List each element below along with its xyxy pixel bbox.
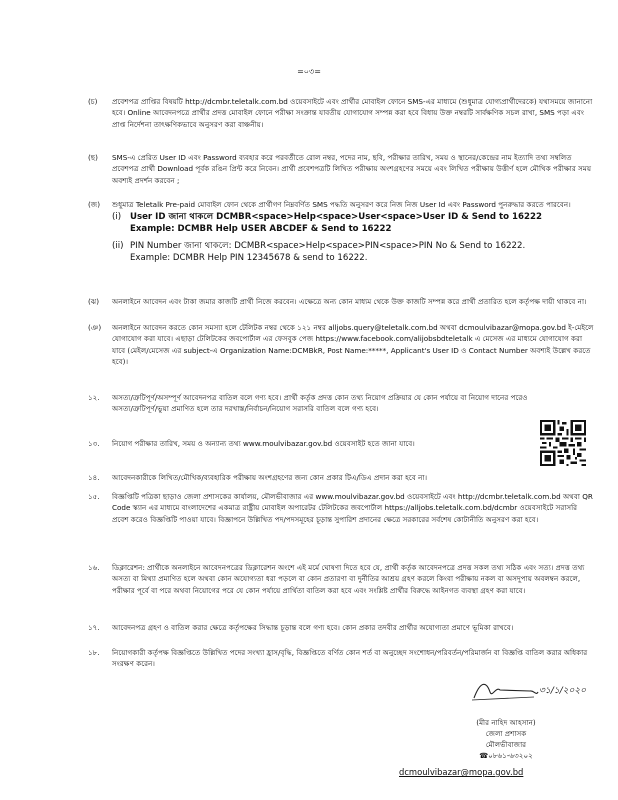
item-marker: ১৩. — [88, 439, 100, 448]
item-14 — [88, 472, 594, 483]
item-text: বিজ্ঞপ্তিটি পত্রিকা ছাড়াও জেলা প্রশাসকের কার্যালয়, মৌলভীবাজার এর www.moulvibazar.gov.bd ওয়েবসাইটে এবং http://dcmbr.teletalk.com.bd অথবা QR Code স্ক্যান এর মাধ্যমে বাংলাদেশের একমাত্র রাষ্ট্রীয় মোবাইল অপারেটর টেলিটকের জবপোর্টাল https://alljobs.teletalk.com.bd/dcmbr ওয়েবসাইটে সরাসরি প্রবেশ করেও বিজ্ঞপ্তিটি পাওয়া যাবে। বিজ্ঞাপনে উল্লিখিত পদ/পদসমূহের চূড়ান্ত সুপারিশ প্রদানের ক্ষেত্রে সরকারের সর্বশেষ কোটানীতি অনুসরণ করা হবে। — [112, 492, 593, 524]
item-text: অনলাইনে আবেদন করতে কোন সমস্যা হলে টেলিটক নম্বর থেকে ১২১ নম্বর alljobs.query@teletalk.com.bd অথবা dcmoulvibazar@mopa.gov.bd ই-মেইলে যোগাযোগ করা যাবে। এছাড়া টেলিটকের জবপোর্টাল এর ফেসবুক পেজ https://www.facebook.com/alijobsbdteletalk এ মেসেজ এর মাধ্যমে যোগাযোগ করা যাবে (মেইল/মেসেজ এর subject-এ Organization Name:DCMBkR, Post Name:*****, Applicant's User ID ও Contact Number অবশ্যই উল্লেখ করতে হবে)। — [112, 323, 594, 366]
sms-instruction-user-id — [112, 212, 594, 235]
signatory-designation: জেলা প্রশাসক — [485, 729, 527, 738]
item-text: আবেদনপত্র গ্রহণ ও বাতিল করার ক্ষেত্রে কর্তৃপক্ষের সিদ্ধান্ত চূড়ান্ত বলে গণ্য হবে। কোন প্রকার তদবীর প্রার্থীর অযোগ্যতা প্রমাণে ভূমিকা রাখবে। — [112, 623, 514, 632]
item-chha — [88, 152, 594, 186]
item-18 — [88, 647, 594, 670]
item-marker: ১২. — [88, 393, 100, 402]
item-marker: ১৮. — [88, 648, 100, 657]
item-marker: (জ) — [88, 200, 101, 209]
signatory-name: (মীর নাহিদ আহসান) — [476, 718, 536, 727]
item-15 — [88, 491, 594, 525]
sub-marker: (i) — [112, 212, 122, 223]
item-text: অসত্য/ত্রুটিপূর্ণ/অসম্পূর্ণ আবেদনপত্র বাতিল বলে গণ্য হবে। প্রার্থী কর্তৃক প্রদত্ত কোন তথ্য নিয়োগ প্রক্রিয়ার যে কোন পর্যায়ে বা নিয়োগ দানের পরেও অসত্য/ত্রুটিপূর্ণ/ভুয়া প্রমাণিত হলে তার দরখাস্ত/নির্বাচন/নিয়োগ সরাসরি বাতিল বলে গণ্য হবে। — [112, 393, 528, 414]
sub-marker: (ii) — [112, 241, 124, 252]
item-ja — [88, 199, 594, 264]
page-number: =০৩= — [297, 67, 321, 76]
item-marker: (ছ) — [88, 153, 98, 162]
item-marker: ১৫. — [88, 492, 100, 501]
item-marker: ১৭. — [88, 623, 100, 632]
item-text: নিয়োগকারী কর্তৃপক্ষ বিজ্ঞপ্তিতে উল্লিখিত পদের সংখ্যা হ্রাস/বৃদ্ধি, বিজ্ঞপ্তিতে বর্ণিত কোন শর্ত বা অনুচ্ছেদ সংশোধন/পরিবর্তন/পরিমার্জন বা বিজ্ঞপ্তি বাতিল করার অধিকার সংরক্ষণ করেন। — [112, 648, 588, 669]
item-marker: (ঞ) — [88, 323, 102, 332]
item-marker: ১৪. — [88, 473, 100, 482]
item-text: ডিক্লারেশন: প্রার্থীকে অনলাইনে আবেদনপত্রের ডিক্লারেশন অংশে এই মর্মে ঘোষণা দিতে হবে যে, প্রার্থী কর্তৃক আবেদনপত্রে প্রদত্ত সকল তথ্য সঠিক এবং সত্য। প্রদত্ত তথ্য অসত্য বা মিথ্যা প্রমাণিত হলে অথবা কোন অযোগ্যতা ধরা পড়লে বা কোন প্রতারণা বা দুর্নীতির আশ্রয় গ্রহণ করলে কিংবা পরীক্ষায় নকল বা অসদুপায় অবলম্বন করলে, পরীক্ষার পূর্বে বা পরে অথবা নিয়োগের পরে যে কোন পর্যায়ে প্রার্থিতা বাতিল করা হবে এবং সংশ্লিষ্ট প্রার্থীর বিরুদ্ধে আইনগত ব্যবস্থা গ্রহণ করা যাবে। — [112, 563, 585, 595]
sms-instruction-pin — [112, 241, 594, 264]
item-nya — [88, 322, 594, 367]
signatory-email[interactable]: dcmoulvibazar@mopa.gov.bd — [399, 767, 524, 777]
qr-code-icon[interactable] — [540, 420, 586, 466]
sms-format: User ID জানা থাকলে DCMBR<space>Help<space>User<space>User ID & Send to 16222 — [130, 212, 542, 223]
item-text: অনলাইনে আবেদন এবং টাকা জমার কাজটি প্রার্থী নিজে করবেন। এক্ষেত্রে অন্য কোন মাধ্যম থেকে উক্ত কাজটি সম্পন্ন করে প্রার্থী প্রতারিত হলে কর্তৃপক্ষ দায়ী থাকবে না। — [112, 297, 587, 306]
signatory-office: মৌলভীবাজার — [485, 740, 527, 749]
sms-example: Example: DCMBR Help USER ABCDEF & Send to 16222 — [130, 223, 392, 234]
item-marker: ১৬. — [88, 563, 100, 572]
item-12 — [88, 392, 532, 415]
item-marker: (ঝ) — [88, 297, 100, 306]
item-16 — [88, 562, 594, 596]
signatory-phone: ☎০৮৬১-৬৩২০২ — [479, 751, 533, 760]
item-jha — [88, 296, 594, 307]
sms-format: PIN Number জানা থাকলে: DCMBR<space>Help<space>PIN<space>PIN No & Send to 16222. — [130, 241, 526, 252]
item-cha — [88, 96, 594, 130]
item-text: প্রবেশপত্র প্রাপ্তির বিষয়টি http://dcmbr.teletalk.com.bd ওয়েবসাইটে এবং প্রার্থীর মোবাইল ফোনে SMS-এর মাধ্যমে (শুধুমাত্র যোগ্যপ্রার্থীদেরকে) যথাসময়ে জানানো হবে। Online আবেদনপত্রে প্রার্থীর প্রদত্ত মোবাইল ফোনে পরীক্ষা সংক্রান্ত যাবতীয় যোগাযোগ সম্পন্ন করা হবে বিধায় উক্ত নম্বরটি সার্বক্ষণিক সচল রাখা, SMS পড়া এবং প্রাপ্ত নির্দেশনা তাৎক্ষণিকভাবে অনুসরণ করা বাঞ্চনীয়। — [112, 97, 593, 129]
signature-date: ৩১/১/২০২০ — [539, 686, 587, 696]
sms-example: Example: DCMBR Help PIN 12345678 & send to 16222. — [130, 252, 368, 263]
item-13 — [88, 438, 532, 449]
item-text: নিয়োগ পরীক্ষার তারিখ, সময় ও অন্যান্য তথ্য www.moulvibazar.gov.bd ওয়েবসাইট হতে জানা যাবে। — [112, 439, 415, 448]
signatory-block — [446, 717, 566, 761]
item-text: শুধুমাত্র Teletalk Pre-paid মোবাইল ফোন থেকে প্রার্থীগণ নিম্নবর্ণিত SMS পদ্ধতি অনুসরণ করে নিজ নিজ User Id এবং Password পুনরুদ্ধার করতে পারবেন। — [112, 200, 571, 209]
item-marker: (চ) — [88, 97, 98, 106]
item-17 — [88, 622, 594, 633]
item-text: আবেদনকারীকে লিখিত/মৌখিক/ব্যবহারিক পরীক্ষায় অংশগ্রহণের জন্য কোন প্রকার টিএ/ডিএ প্রদান করা হবে না। — [112, 473, 428, 482]
item-text: SMS-এ প্রেরিত User ID এবং Password ব্যবহার করে পরবর্তীতে রোল নম্বর, পদের নাম, ছবি, পরীক্ষার তারিখ, সময় ও স্থানের/কেন্দ্রের নাম ইত্যাদি তথ্য সম্বলিত প্রবেশপত্র প্রার্থী Download পূর্বক রঙিন প্রিন্ট করে নিবেন। প্রার্থী প্রবেশপত্রটি লিখিত পরীক্ষায় অংশগ্রহণের সময়ে এবং লিখিত পরীক্ষায় উত্তীর্ণ হলে মৌখিক পরীক্ষার সময় অবশ্যই প্রদর্শন করবেন ; — [112, 153, 592, 185]
